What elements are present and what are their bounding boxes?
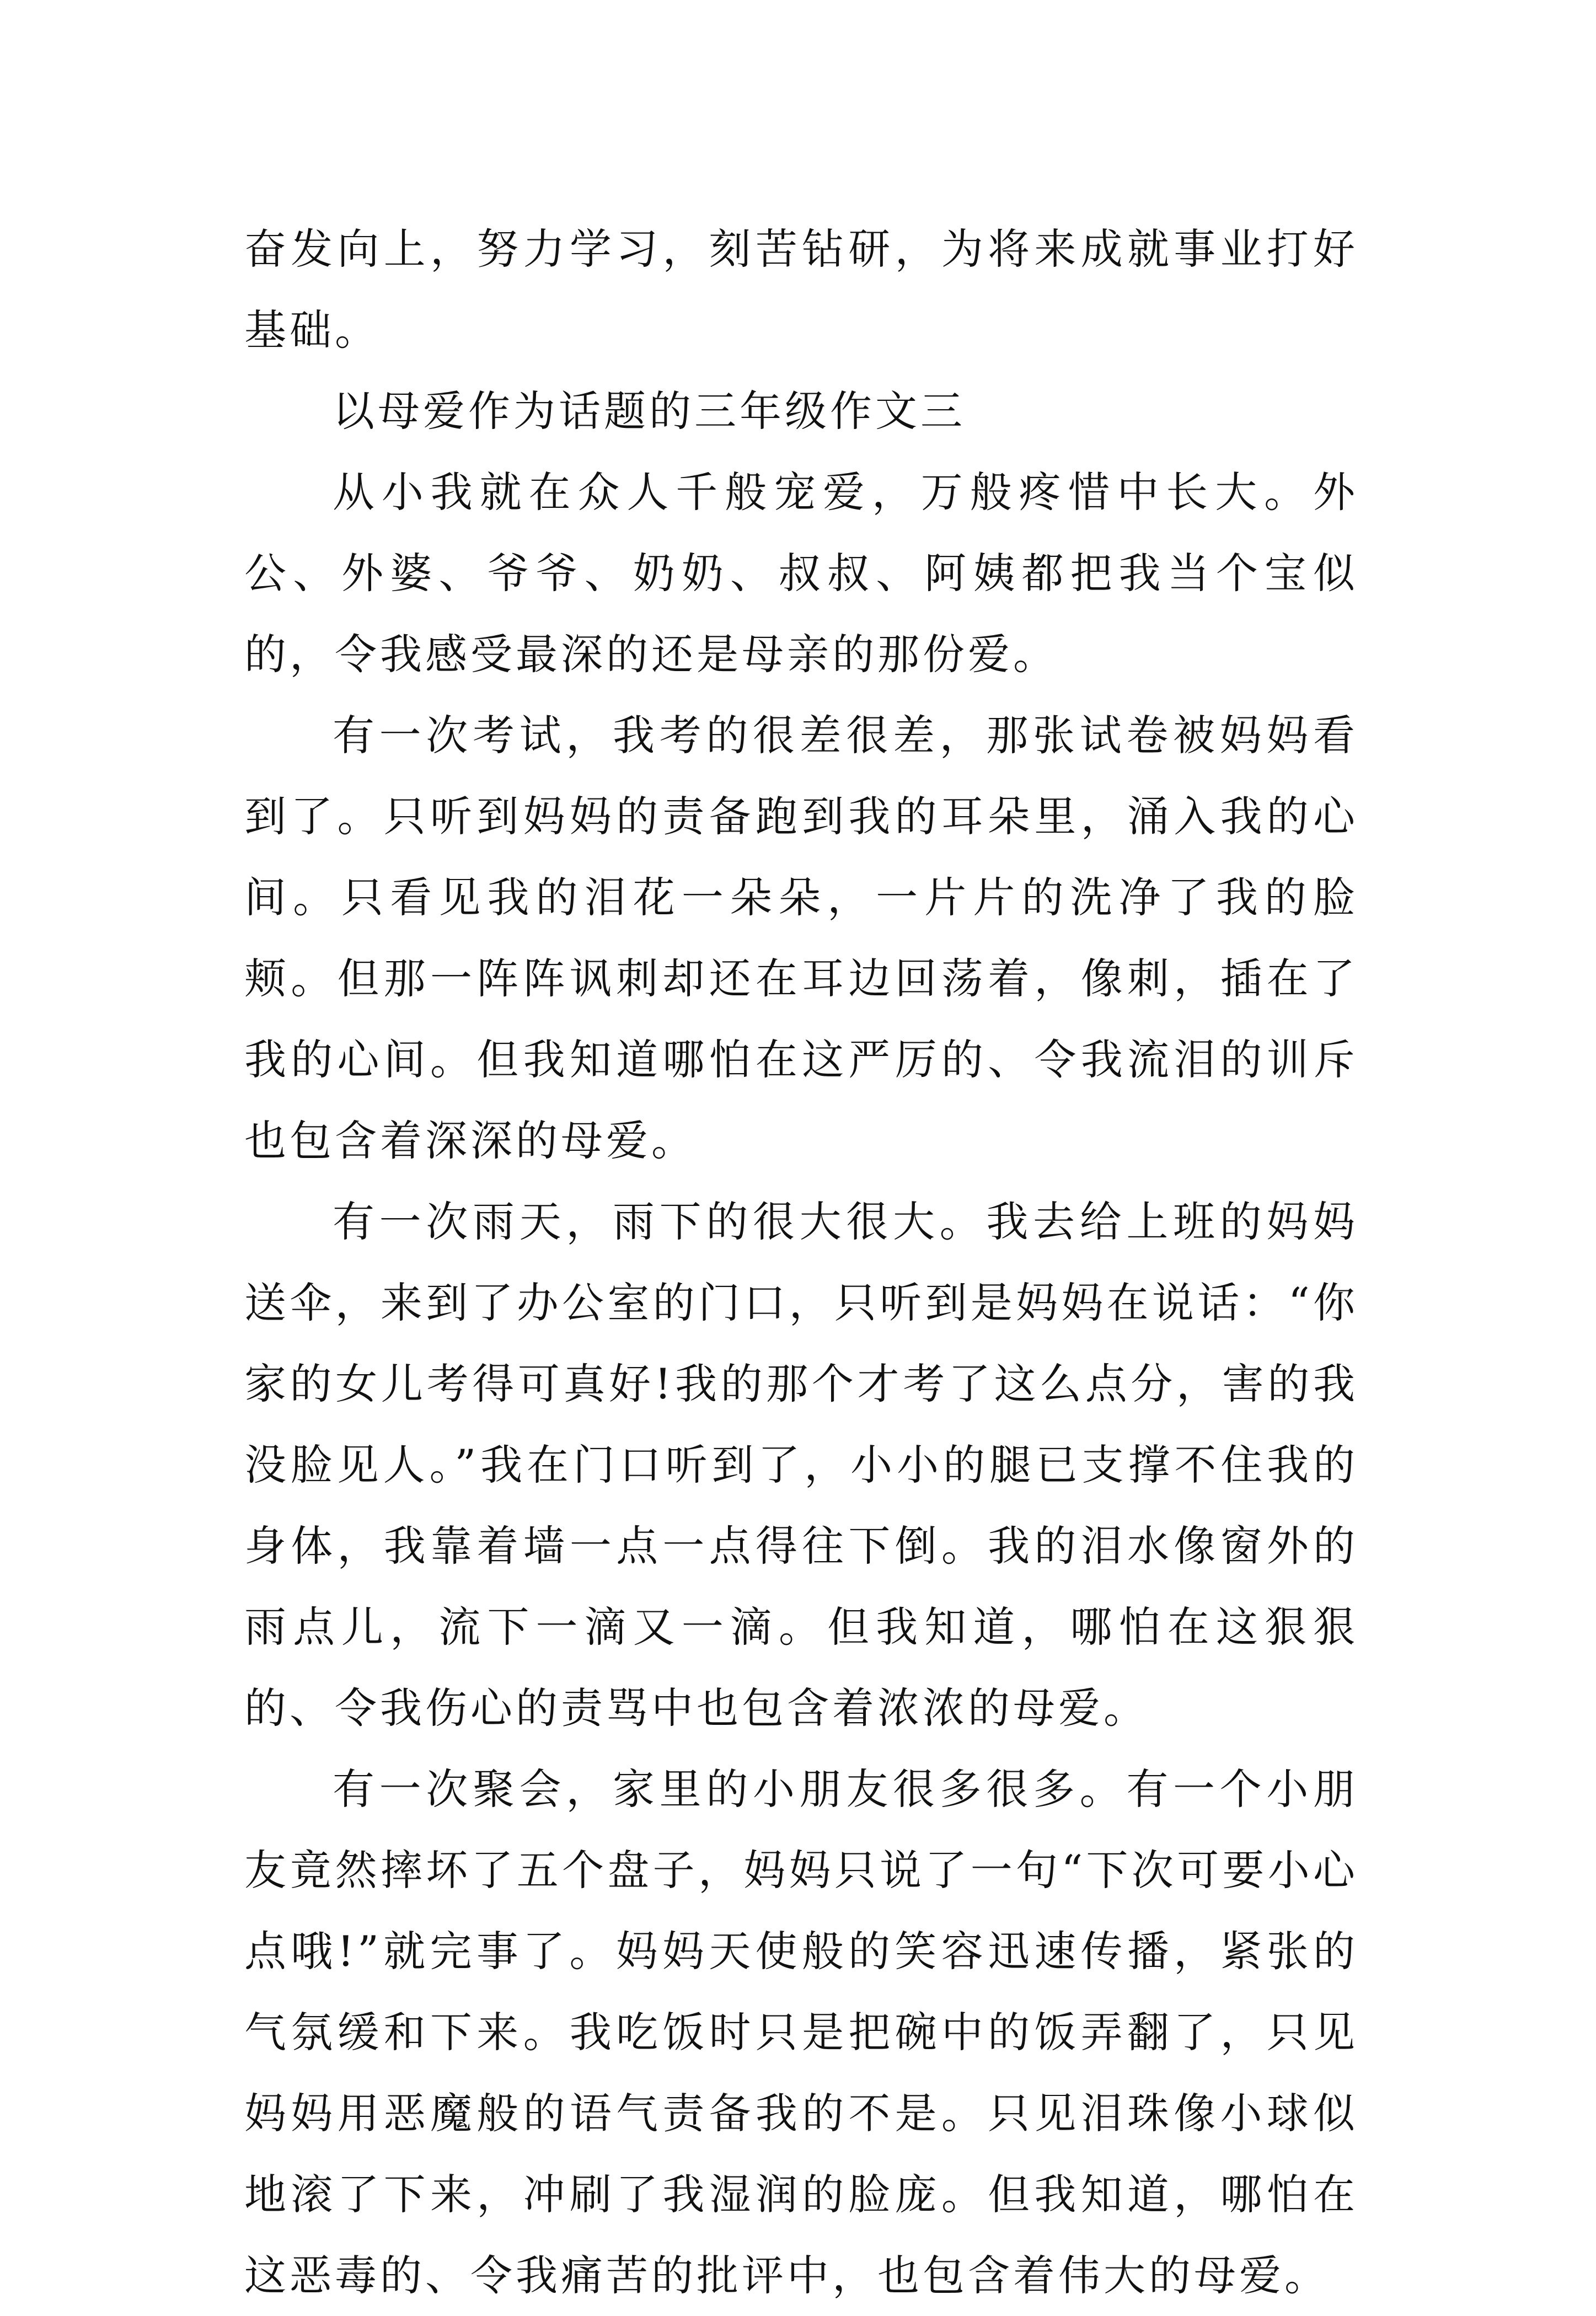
paragraph-continuation: 奋发向上，努力学习，刻苦钻研，为将来成就事业打好基础。 [244, 224, 1358, 355]
paragraph-gathering: 有一次聚会，家里的小朋友很多很多。有一个小朋友竟然摔坏了五个盘子，妈妈只说了一句“下次可要小心点哦!”就完事了。妈妈天使般的笑容迅速传播，紧张的气氛缓和下来。我吃饭时只是把碗中的饭弄翻了，只见妈妈用恶魔般的语气责备我的不是。只见泪珠像小球似地滚了下来，冲刷了我湿润的脸庞。但我知道，哪怕在这恶毒的、令我痛苦的批评中，也包含着伟大的母爱。 [244, 1765, 1358, 2300]
essay-body [244, 208, 1358, 2316]
paragraph-exam: 有一次考试，我考的很差很差，那张试卷被妈妈看到了。只听到妈妈的责备跑到我的耳朵里，涌入我的心间。只看见我的泪花一朵朵，一片片的洗净了我的脸颊。但那一阵阵讽刺却还在耳边回荡着，像刺，插在了我的心间。但我知道哪怕在这严厉的、令我流泪的训斥也包含着深深的母爱。 [244, 711, 1358, 1165]
essay-title: 以母爱作为话题的三年级作文三 [333, 387, 966, 436]
paragraph-intro: 从小我就在众人千般宠爱，万般疼惜中长大。外公、外婆、爷爷、奶奶、叔叔、阿姨都把我当个宝似的，令我感受最深的还是母亲的那份爱。 [244, 468, 1358, 679]
paragraph-rainy-day: 有一次雨天，雨下的很大很大。我去给上班的妈妈送伞，来到了办公室的门口，只听到是妈妈在说话：“你家的女儿考得可真好!我的那个才考了这么点分，害的我没脸见人。”我在门口听到了，小小的腿已支撑不住我的身体，我靠着墙一点一点得往下倒。我的泪水像窗外的雨点儿，流下一滴又一滴。但我知道，哪怕在这狠狠的、令我伤心的责骂中也包含着浓浓的母爱。 [244, 1197, 1358, 1733]
